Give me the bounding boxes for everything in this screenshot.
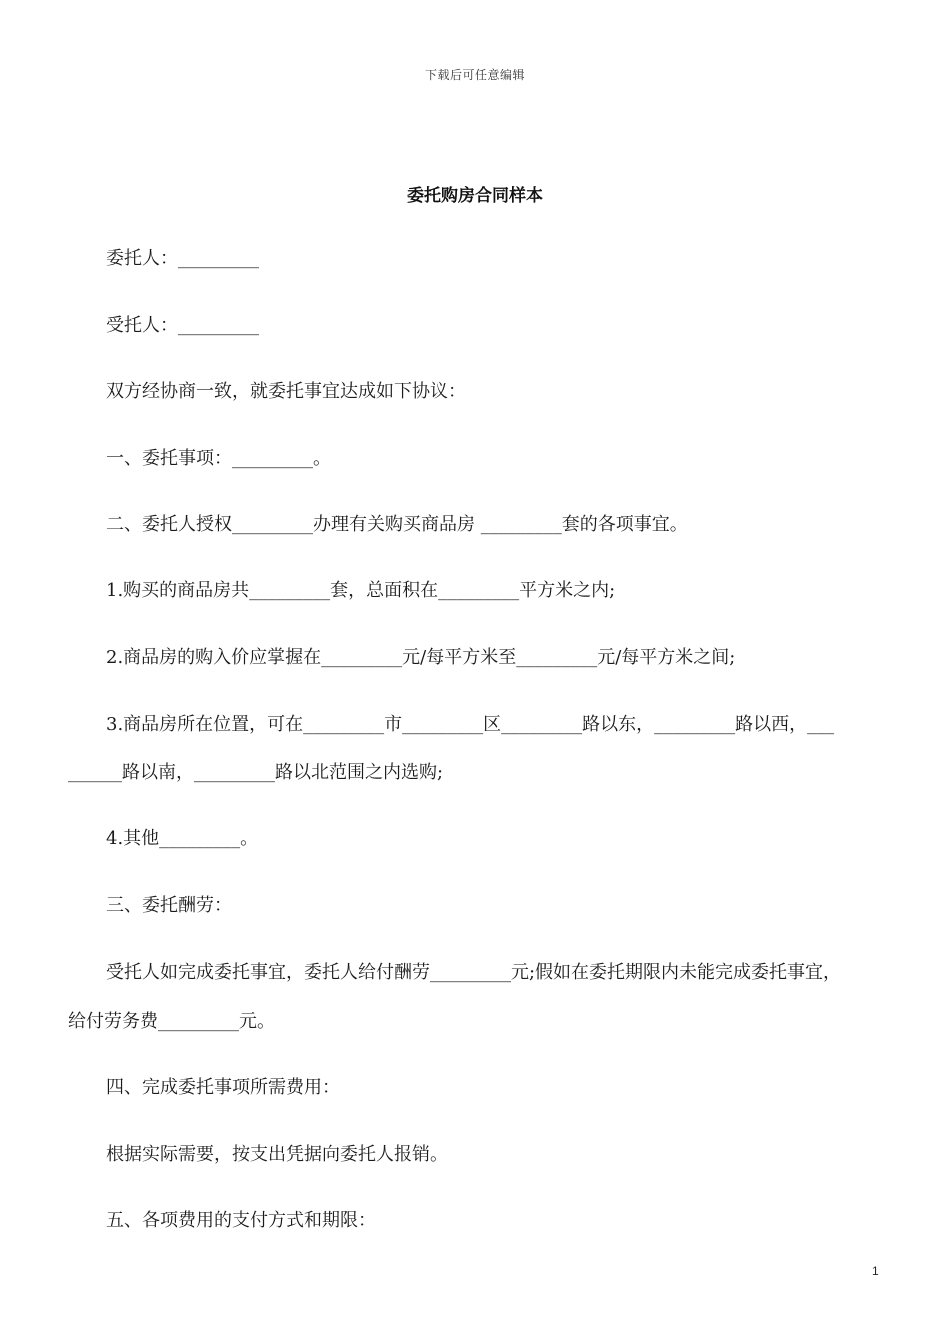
- section-3-remuneration: 三、委托酬劳：: [106, 895, 232, 916]
- section-4-expenses: 四、完成委托事项所需费用：: [106, 1077, 340, 1098]
- item-1-quantity-area: 1.购买的商品房共_________套，总面积在_________平方米之内;: [106, 580, 616, 601]
- expenses-text: 根据实际需要，按支出凭据向委托人报销。: [106, 1144, 448, 1165]
- clause-agreement-intro: 双方经协商一致，就委托事宜达成如下协议：: [106, 381, 466, 402]
- page-header-note: 下载后可任意编辑: [424, 68, 525, 82]
- item-3-location-line-2: ______路以南，_________路以北范围之内选购;: [68, 762, 444, 783]
- section-5-payment-terms: 五、各项费用的支付方式和期限：: [106, 1210, 376, 1231]
- document-title: 委托购房合同样本: [407, 186, 543, 206]
- page-number: 1: [872, 1264, 879, 1278]
- item-3-location-line-1: 3.商品房所在位置，可在_________市_________区_________路以东，_________路以西，___: [106, 714, 835, 735]
- section-2-authorization: 二、委托人授权_________办理有关购买商品房 _________套的各项事宜。: [106, 514, 688, 535]
- item-2-price-range: 2.商品房的购入价应掌握在_________元/每平方米至_________元/每平方米之间;: [106, 647, 736, 668]
- section-1-entrusted-matter: 一、委托事项：_________。: [106, 448, 331, 469]
- item-4-other: 4.其他_________。: [106, 828, 259, 849]
- clause-agent: 受托人：_________: [106, 315, 259, 336]
- remuneration-text-line-1: 受托人如完成委托事宜，委托人给付酬劳_________元;假如在委托期限内未能完成委托事宜，: [106, 962, 842, 983]
- clause-principal: 委托人：_________: [106, 248, 259, 269]
- remuneration-text-line-2: 给付劳务费_________元。: [68, 1011, 275, 1032]
